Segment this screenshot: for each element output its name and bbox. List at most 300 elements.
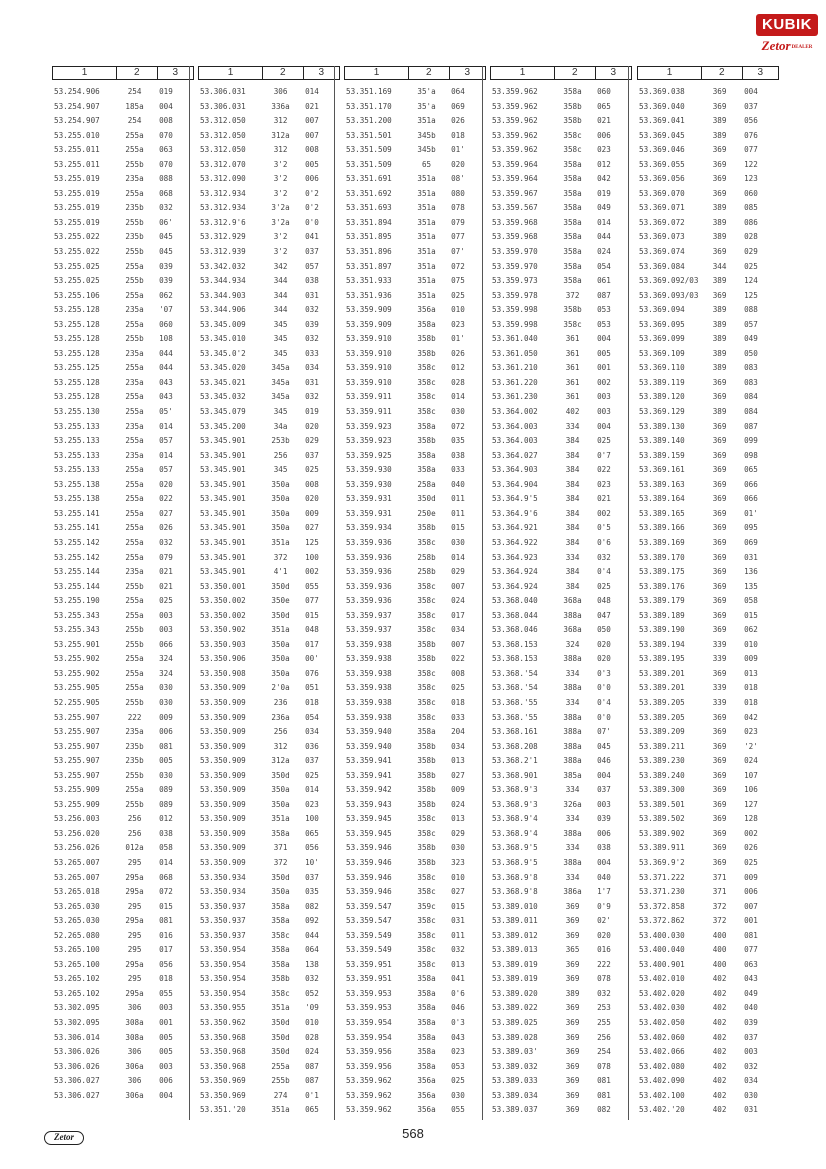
position-cell: 008	[159, 116, 173, 126]
part-number-cell: 53.265.007	[54, 857, 100, 867]
part-number-cell: 53.364.9'6	[492, 508, 538, 518]
part-number-cell: 53.254.907	[54, 101, 100, 111]
part-number-cell: 53.265.102	[54, 988, 100, 998]
table-row	[198, 361, 340, 376]
figure-cell: 369	[712, 101, 727, 111]
figure-cell: 255a	[125, 145, 144, 155]
part-number-cell: 53.402.090	[639, 1076, 685, 1086]
table-row	[198, 711, 340, 726]
part-number-cell: 53.402.050	[639, 1018, 685, 1027]
figure-cell: 369	[565, 1018, 580, 1027]
figure-cell: 295	[127, 857, 142, 867]
part-number-cell: 53.389.189	[639, 610, 685, 620]
table-row	[198, 740, 340, 755]
table-row	[52, 609, 194, 624]
figure-cell: 369	[565, 930, 580, 940]
table-row	[490, 696, 632, 711]
position-cell: 039	[305, 319, 319, 329]
position-cell: 032	[597, 552, 611, 562]
table-row	[52, 580, 194, 595]
figure-cell: 358b	[417, 857, 436, 867]
part-number-cell: 53.345.901	[200, 479, 246, 489]
figure-cell: 369	[712, 247, 727, 257]
table-row	[490, 1001, 632, 1016]
figure-cell: 3'2	[273, 174, 288, 184]
part-number-cell: 53.359.911	[346, 392, 392, 402]
position-cell: 023	[451, 319, 465, 329]
table-row	[198, 1031, 340, 1046]
position-cell: 002	[305, 567, 319, 577]
part-number-cell: 53.255.019	[54, 203, 100, 213]
part-number-cell: 53.255.128	[54, 392, 100, 402]
part-number-cell: 53.361.040	[492, 334, 538, 344]
table-row	[198, 405, 340, 420]
part-number-cell: 53.368.'54	[492, 683, 538, 693]
table-row	[490, 929, 632, 944]
figure-cell: 342	[273, 261, 288, 271]
part-number-cell: 53.402.'20	[639, 1105, 685, 1115]
table-row	[637, 449, 779, 464]
part-number-cell: 53.368.'55	[492, 712, 538, 722]
position-cell: 023	[744, 727, 758, 737]
part-number-cell: 53.256.020	[54, 828, 100, 838]
position-cell: 001	[597, 363, 611, 373]
position-cell: 066	[159, 639, 173, 649]
figure-cell: 351a	[417, 276, 436, 286]
part-number-cell: 53.369.041	[639, 116, 685, 126]
figure-cell: 324	[565, 639, 580, 649]
position-cell: 047	[597, 610, 611, 620]
part-number-cell: 53.351.169	[346, 87, 392, 96]
part-number-cell: 53.345.010	[200, 334, 246, 344]
part-number-cell: 53.369.110	[639, 363, 685, 373]
position-cell: 030	[451, 407, 465, 417]
figure-cell: 358a	[271, 945, 290, 955]
figure-cell: 402	[712, 1090, 727, 1100]
table-row	[637, 900, 779, 915]
table-row	[344, 565, 486, 580]
part-number-cell: 53.359.567	[492, 203, 538, 213]
position-cell: 056	[744, 116, 758, 126]
part-number-cell: 53.255.144	[54, 581, 100, 591]
table-row	[52, 638, 194, 653]
part-number-cell: 53.350.909	[200, 741, 246, 751]
table-row	[344, 85, 486, 100]
figure-cell: 369	[712, 552, 727, 562]
part-number-cell: 53.345.901	[200, 508, 246, 518]
table-row	[490, 434, 632, 449]
position-cell: 004	[597, 334, 611, 344]
part-number-cell: 53.359.909	[346, 319, 392, 329]
part-number-cell: 53.364.923	[492, 552, 538, 562]
figure-cell: 371	[273, 843, 288, 853]
position-cell: 019	[597, 188, 611, 198]
table-row	[344, 347, 486, 362]
position-cell: 002	[744, 828, 758, 838]
figure-cell: 402	[712, 974, 727, 984]
position-cell: 048	[305, 625, 319, 635]
figure-cell: 361	[565, 334, 580, 344]
part-number-cell: 53.372.858	[639, 901, 685, 911]
figure-cell: 358a	[417, 1032, 436, 1042]
table-row	[344, 856, 486, 871]
figure-cell: 389	[712, 348, 727, 358]
table-row	[344, 551, 486, 566]
part-number-cell: 53.350.909	[200, 814, 246, 824]
figure-cell: 344	[273, 290, 288, 300]
figure-cell: 255a	[125, 465, 144, 475]
figure-cell: 255b	[125, 770, 144, 780]
part-number-cell: 53.345.901	[200, 494, 246, 504]
figure-cell: 339	[712, 639, 727, 649]
part-number-cell: 53.369.045	[639, 130, 685, 140]
position-cell: 017	[159, 945, 173, 955]
figure-cell: 350d	[271, 1018, 290, 1027]
position-cell: 050	[597, 625, 611, 635]
figure-cell: 369	[712, 479, 727, 489]
position-cell: 004	[744, 87, 758, 96]
position-cell: 018	[744, 697, 758, 707]
figure-cell: 389	[712, 203, 727, 213]
table-row	[52, 143, 194, 158]
position-cell: 040	[451, 479, 465, 489]
part-number-cell: 53.368.046	[492, 625, 538, 635]
position-cell: 057	[159, 436, 173, 446]
table-row	[637, 129, 779, 144]
figure-cell: 339	[712, 683, 727, 693]
part-number-cell: 53.389.201	[639, 668, 685, 678]
part-number-cell: 53.389.175	[639, 567, 685, 577]
table-row	[637, 158, 779, 173]
part-number-cell: 53.369.038	[639, 87, 685, 96]
figure-cell: 235b	[125, 203, 144, 213]
position-cell: 015	[451, 523, 465, 533]
table-row	[344, 274, 486, 289]
part-number-cell: 53.359.936	[346, 537, 392, 547]
table-row	[344, 972, 486, 987]
table-row	[637, 580, 779, 595]
table-row	[344, 492, 486, 507]
part-number-cell: 53.345.901	[200, 567, 246, 577]
position-cell: 005	[305, 159, 319, 169]
position-cell: 032	[305, 305, 319, 315]
position-cell: 051	[305, 683, 319, 693]
table-row	[344, 1031, 486, 1046]
part-number-cell: 53.389.034	[492, 1090, 538, 1100]
figure-cell: 358b	[563, 101, 582, 111]
part-number-cell: 53.306.027	[54, 1090, 100, 1100]
position-cell: 089	[159, 785, 173, 795]
part-number-cell: 53.254.906	[54, 87, 100, 96]
part-number-cell: 53.359.943	[346, 799, 392, 809]
figure-cell: 255b	[125, 217, 144, 227]
table-row	[52, 972, 194, 987]
part-number-cell: 53.359.962	[346, 1076, 392, 1086]
figure-cell: 389	[712, 276, 727, 286]
part-number-cell: 53.351.933	[346, 276, 392, 286]
part-number-cell: 53.389.211	[639, 741, 685, 751]
position-cell: 011	[451, 508, 465, 518]
position-cell: 088	[159, 174, 173, 184]
table-row	[198, 434, 340, 449]
part-number-cell: 53.389.03'	[492, 1047, 538, 1057]
table-row	[344, 1103, 486, 1118]
position-cell: 025	[597, 436, 611, 446]
table-row	[198, 230, 340, 245]
part-number-cell: 53.359.911	[346, 407, 392, 417]
table-row	[637, 492, 779, 507]
table-row	[344, 725, 486, 740]
figure-cell: 295	[127, 901, 142, 911]
position-cell: '07	[159, 305, 173, 315]
position-cell: 077	[744, 145, 758, 155]
position-cell: 0'4	[597, 567, 611, 577]
position-cell: 087	[305, 1061, 319, 1071]
table-row	[637, 318, 779, 333]
part-number-cell: 53.350.909	[200, 843, 246, 853]
part-number-cell: 53.368.9'8	[492, 872, 538, 882]
table-row	[344, 390, 486, 405]
position-cell: 057	[305, 261, 319, 271]
table-row	[637, 551, 779, 566]
figure-cell: 402	[712, 1018, 727, 1027]
figure-cell: 384	[565, 465, 580, 475]
part-number-cell: 53.389.300	[639, 785, 685, 795]
figure-cell: 358a	[417, 1061, 436, 1071]
part-number-cell: 53.351.896	[346, 247, 392, 257]
position-cell: 031	[451, 916, 465, 926]
part-number-cell: 53.369.093/03	[639, 290, 699, 300]
figure-cell: 369	[712, 596, 727, 606]
part-number-cell: 53.359.938	[346, 654, 392, 664]
position-cell: 069	[744, 537, 758, 547]
figure-cell: 256	[273, 727, 288, 737]
figure-cell: 345b	[417, 130, 436, 140]
position-cell: 004	[597, 421, 611, 431]
position-cell: 026	[159, 523, 173, 533]
position-cell: 011	[451, 930, 465, 940]
position-cell: 034	[451, 741, 465, 751]
table-row	[637, 812, 779, 827]
figure-cell: 255a	[125, 363, 144, 373]
position-cell: 081	[597, 1076, 611, 1086]
position-cell: 0'4	[597, 697, 611, 707]
part-number-cell: 53.312.929	[200, 232, 246, 242]
part-number-cell: 53.306.026	[54, 1047, 100, 1057]
table-row	[198, 100, 340, 115]
part-number-cell: 53.359.938	[346, 683, 392, 693]
figure-cell: 235b	[125, 741, 144, 751]
position-cell: 006	[159, 1076, 173, 1086]
part-number-cell: 53.359.941	[346, 756, 392, 766]
position-cell: 009	[305, 508, 319, 518]
position-cell: 083	[744, 363, 758, 373]
part-number-cell: 53.350.968	[200, 1047, 246, 1057]
position-cell: 032	[451, 945, 465, 955]
figure-cell: 295	[127, 974, 142, 984]
position-cell: 044	[305, 930, 319, 940]
table-row	[490, 609, 632, 624]
column-header-cell: 3	[595, 67, 631, 79]
position-cell: 106	[744, 785, 758, 795]
part-number-cell: 53.255.343	[54, 610, 100, 620]
table-row	[637, 201, 779, 216]
table-row	[490, 958, 632, 973]
part-number-cell: 53.369.046	[639, 145, 685, 155]
part-number-cell: 53.265.007	[54, 872, 100, 882]
part-number-cell: 53.402.010	[639, 974, 685, 984]
table-row	[490, 143, 632, 158]
table-row	[490, 987, 632, 1002]
figure-cell: 255a	[125, 188, 144, 198]
figure-cell: 255b	[125, 697, 144, 707]
figure-cell: 358c	[417, 959, 436, 969]
position-cell: 136	[744, 567, 758, 577]
table-row	[490, 492, 632, 507]
part-number-cell: 53.312.050	[200, 145, 246, 155]
table-row	[52, 900, 194, 915]
position-cell: 021	[597, 116, 611, 126]
part-number-cell: 53.364.903	[492, 465, 538, 475]
part-number-cell: 53.369.129	[639, 407, 685, 417]
part-number-cell: 53.402.020	[639, 988, 685, 998]
position-cell: 015	[159, 901, 173, 911]
figure-cell: 369	[712, 377, 727, 387]
figure-cell: 369	[712, 756, 727, 766]
figure-cell: 351a	[271, 814, 290, 824]
table-row	[637, 172, 779, 187]
figure-cell: 369	[712, 843, 727, 853]
table-row	[198, 914, 340, 929]
position-cell: 0'2	[305, 188, 319, 198]
part-number-cell: 53.306.031	[200, 101, 246, 111]
index-column	[490, 66, 632, 1118]
figure-cell: 369	[712, 828, 727, 838]
table-row	[637, 929, 779, 944]
figure-cell: 253b	[271, 436, 290, 446]
figure-cell: 334	[565, 552, 580, 562]
table-row	[52, 463, 194, 478]
table-row	[52, 289, 194, 304]
table-row	[490, 638, 632, 653]
table-row	[52, 260, 194, 275]
figure-cell: 345a	[271, 377, 290, 387]
table-row	[637, 100, 779, 115]
part-number-cell: 53.359.962	[492, 87, 538, 96]
figure-cell: 358c	[271, 930, 290, 940]
position-cell: 008	[451, 668, 465, 678]
position-cell: 013	[451, 756, 465, 766]
part-number-cell: 53.350.909	[200, 727, 246, 737]
figure-cell: 308a	[125, 1018, 144, 1027]
position-cell: 054	[305, 712, 319, 722]
part-number-cell: 53.389.025	[492, 1018, 538, 1027]
table-row	[490, 1016, 632, 1031]
part-number-cell: 53.359.923	[346, 421, 392, 431]
table-row	[490, 463, 632, 478]
position-cell: 01'	[451, 145, 465, 155]
part-number-cell: 53.389.230	[639, 756, 685, 766]
part-number-cell: 53.351.501	[346, 130, 392, 140]
table-row	[344, 114, 486, 129]
position-cell: 099	[744, 436, 758, 446]
position-cell: 038	[159, 828, 173, 838]
position-cell: 005	[597, 348, 611, 358]
figure-cell: 255a	[125, 319, 144, 329]
figure-cell: 358c	[417, 581, 436, 591]
table-row	[490, 1074, 632, 1089]
figure-cell: 358a	[563, 276, 582, 286]
part-number-cell: 53.389.195	[639, 654, 685, 664]
table-row	[344, 711, 486, 726]
figure-cell: 358c	[563, 319, 582, 329]
position-cell: 123	[744, 174, 758, 184]
part-number-cell: 53.350.908	[200, 668, 246, 678]
position-cell: 028	[305, 1032, 319, 1042]
part-number-cell: 53.389.165	[639, 508, 685, 518]
part-number-cell: 53.351.692	[346, 188, 392, 198]
position-cell: 082	[305, 901, 319, 911]
position-cell: 0'1	[305, 1090, 319, 1100]
table-row	[198, 521, 340, 536]
part-number-cell: 53.369.161	[639, 465, 685, 475]
part-number-cell: 53.255.190	[54, 596, 100, 606]
figure-cell: 344	[273, 276, 288, 286]
table-row	[637, 798, 779, 813]
position-cell: 087	[597, 290, 611, 300]
table-row	[344, 332, 486, 347]
part-number-cell: 53.255.011	[54, 159, 100, 169]
table-row	[637, 783, 779, 798]
figure-cell: 358c	[271, 988, 290, 998]
figure-cell: 326a	[563, 799, 582, 809]
position-cell: 057	[744, 319, 758, 329]
position-cell: 009	[744, 654, 758, 664]
figure-cell: 254	[127, 116, 142, 126]
table-row	[52, 1045, 194, 1060]
position-cell: 0'0	[597, 712, 611, 722]
position-cell: 078	[451, 203, 465, 213]
table-row	[637, 274, 779, 289]
position-cell: 022	[159, 494, 173, 504]
figure-cell: 368a	[563, 596, 582, 606]
part-number-cell: 53.369.084	[639, 261, 685, 271]
table-row	[198, 129, 340, 144]
table-row	[637, 216, 779, 231]
position-cell: 023	[597, 145, 611, 155]
table-row	[198, 376, 340, 391]
part-number-cell: 53.312.934	[200, 188, 246, 198]
table-row	[198, 1074, 340, 1089]
position-cell: 030	[159, 697, 173, 707]
table-row	[344, 420, 486, 435]
part-number-cell: 53.351.'20	[200, 1105, 246, 1115]
position-cell: 027	[451, 887, 465, 897]
figure-cell: 358b	[417, 756, 436, 766]
position-cell: 037	[305, 247, 319, 257]
part-number-cell: 53.359.909	[346, 305, 392, 315]
position-cell: 005	[159, 756, 173, 766]
position-cell: 019	[305, 407, 319, 417]
part-number-cell: 53.255.019	[54, 174, 100, 184]
figure-cell: 400	[712, 945, 727, 955]
part-number-cell: 53.359.936	[346, 567, 392, 577]
position-cell: 018	[451, 130, 465, 140]
position-cell: 068	[159, 188, 173, 198]
position-cell: 020	[305, 494, 319, 504]
part-number-cell: 53.359.956	[346, 1061, 392, 1071]
position-cell: 022	[451, 654, 465, 664]
